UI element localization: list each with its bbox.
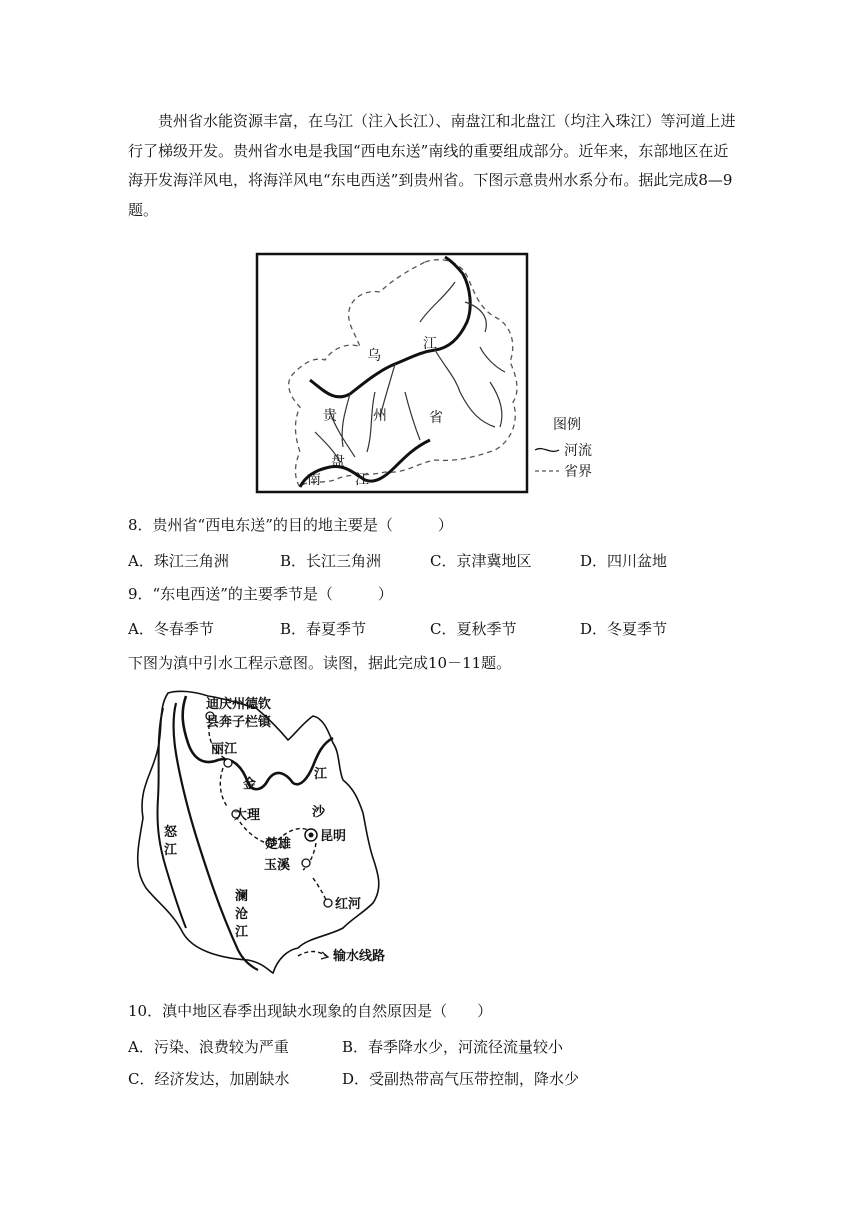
map1-legend-border: 省界	[564, 464, 592, 480]
map2-label-chuxiong: 楚雄	[265, 837, 292, 852]
province-border	[289, 260, 517, 487]
map2-label-dali: 大理	[234, 808, 261, 823]
q8-option-b[interactable]: B．长江三角洲	[280, 552, 382, 570]
map1-label-jiang-top: 江	[423, 336, 437, 352]
map2-label-lijiang: 丽江	[211, 742, 238, 757]
map2-label-jin: 金	[243, 777, 257, 792]
q10-option-c[interactable]: C．经济发达，加剧缺水	[128, 1070, 290, 1088]
q8-option-d[interactable]: D．四川盆地	[580, 552, 668, 570]
guizhou-river-map	[255, 252, 615, 497]
map1-label-pan: 盘	[331, 454, 345, 470]
map2-label-lan: 澜	[235, 889, 249, 904]
map2-label-nu-jiang: 江	[164, 843, 178, 858]
map1-legend-river: 河流	[564, 443, 592, 459]
q9-option-d[interactable]: D．冬夏季节	[580, 620, 668, 638]
intro-paragraph: 贵州省水能资源丰富，在乌江（注入长江）、南盘江和北盘江（均注入珠江）等河道上进行了梯级开发。贵州省水电是我国“西电东送”南线的重要组成部分。近年来，东部地区在近海开发海洋风电，将海洋风电“东电西送”到贵州省。下图示意贵州水系分布。据此完成8—9题。	[128, 112, 736, 219]
q9-stem: 9．“东电西送”的主要季节是（ ）	[128, 585, 393, 603]
map1-label-jiang-bottom: 江	[355, 472, 369, 488]
q10-stem: 10．滇中地区春季出现缺水现象的自然原因是（ ）	[128, 1002, 493, 1020]
map1-label-gui: 贵	[323, 408, 337, 424]
tributaries	[315, 282, 505, 462]
lijiang-marker	[224, 759, 232, 767]
yunnan-diversion-map	[128, 688, 418, 978]
map2-label-nu: 怒	[164, 825, 178, 840]
map1-legend-title: 图例	[553, 417, 581, 433]
q8-option-a[interactable]: A．珠江三角洲	[128, 552, 229, 570]
q8-option-c[interactable]: C．京津冀地区	[430, 552, 532, 570]
wu-river	[310, 257, 470, 397]
yuxi-marker	[302, 859, 310, 867]
map2-label-diqing2: 县奔子栏镇	[206, 715, 272, 730]
kunming-marker-inner	[309, 833, 314, 838]
map2-label-yuxi: 玉溪	[264, 858, 291, 873]
map2-label-kunming: 昆明	[320, 829, 347, 844]
q10-option-b[interactable]: B．春季降水少，河流径流量较小	[342, 1038, 564, 1056]
map2-label-honghe: 红河	[335, 897, 362, 912]
q10-option-d[interactable]: D．受副热带高气压带控制，降水少	[342, 1070, 580, 1088]
map2-label-jiang-right: 江	[314, 767, 328, 782]
nu-river	[157, 708, 186, 928]
q10-option-a[interactable]: A．污染、浪费较为严重	[128, 1038, 289, 1056]
map1-label-wu: 乌	[367, 348, 381, 364]
legend-route-icon	[298, 952, 326, 957]
map1-label-zhou: 州	[373, 408, 387, 424]
intro2: 下图为滇中引水工程示意图。读图，据此完成10－11题。	[128, 654, 512, 672]
map2-label-diqing1: 迪庆州德钦	[206, 697, 272, 712]
map2-label-lan-jiang: 江	[235, 925, 249, 940]
q9-option-a[interactable]: A．冬春季节	[128, 620, 214, 638]
q8-stem: 8．贵州省“西电东送”的目的地主要是（ ）	[128, 516, 453, 534]
q9-option-b[interactable]: B．春夏季节	[280, 620, 367, 638]
map2-label-cang: 沧	[235, 907, 249, 922]
legend-river-icon	[535, 449, 559, 452]
map2-legend: 输水线路	[333, 949, 386, 964]
honghe-marker	[324, 899, 332, 907]
map1-label-sheng: 省	[429, 410, 443, 426]
map1-label-nan: 南	[307, 472, 321, 488]
q9-option-c[interactable]: C．夏秋季节	[430, 620, 517, 638]
map2-label-sha: 沙	[312, 805, 326, 820]
